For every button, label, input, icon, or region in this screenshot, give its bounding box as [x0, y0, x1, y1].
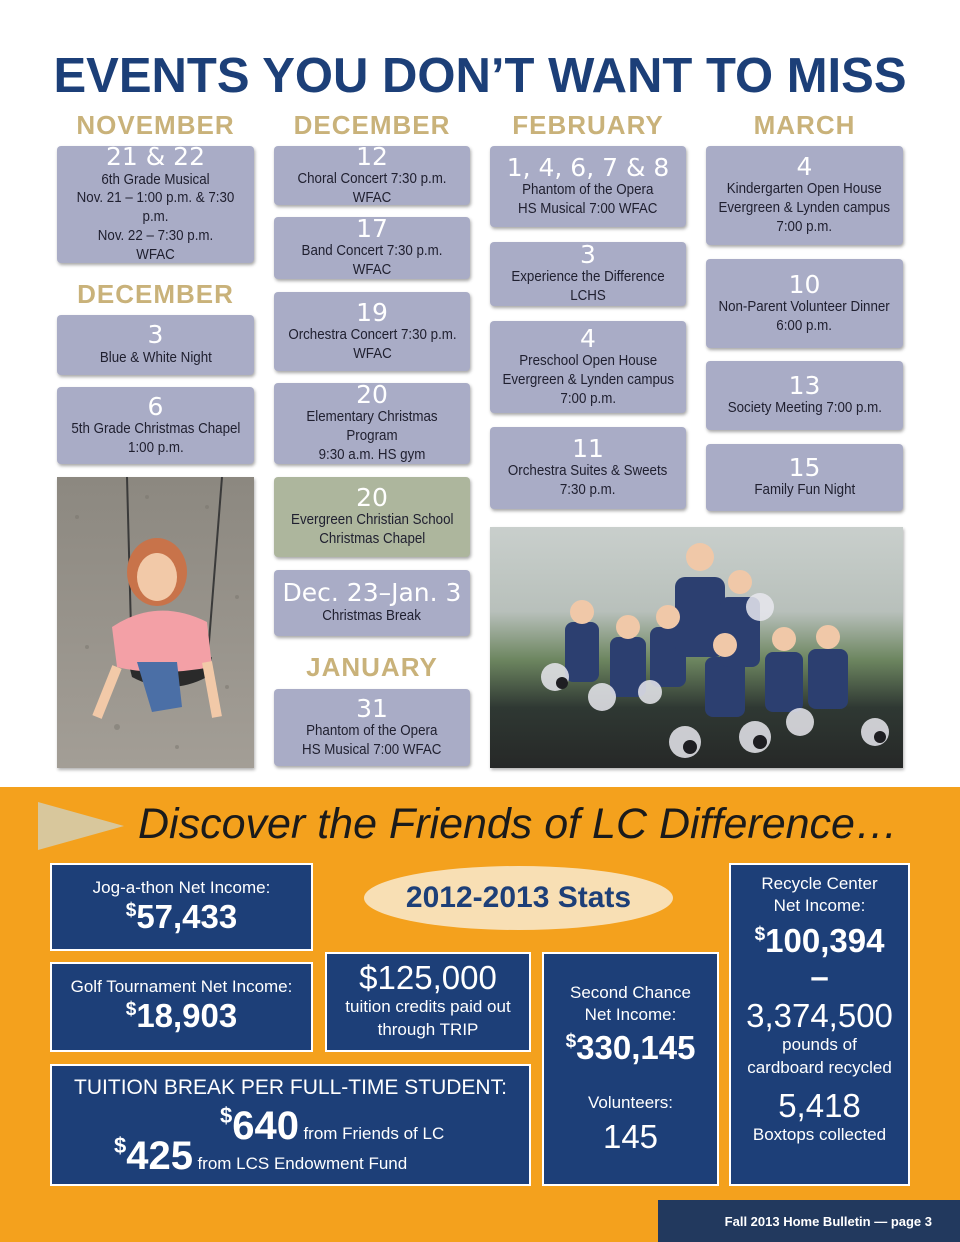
- cheerleaders-photo: [490, 527, 903, 768]
- page-footer: Fall 2013 Home Bulletin — page 3: [658, 1200, 960, 1242]
- month-december-second: DECEMBER: [77, 279, 234, 309]
- recycle-label: Recycle Center Net Income:: [761, 874, 878, 916]
- jogathon-value: 57,433: [136, 898, 238, 936]
- swing-girl-photo: [57, 477, 254, 768]
- boxtops-value: 5,418: [778, 1086, 861, 1124]
- event-date: 31: [356, 693, 388, 723]
- recycle-value: 100,394: [765, 922, 885, 960]
- event-date: 12: [356, 141, 388, 171]
- event-text: Elementary Christmas Program 9:30 a.m. HS gym: [306, 409, 438, 464]
- currency-sign: $: [565, 1031, 577, 1053]
- event-date: 21 & 22: [105, 142, 205, 172]
- event-text: Phantom of the Opera HS Musical 7:00 WFAC: [302, 722, 442, 758]
- event-date: 19: [356, 297, 388, 327]
- event-text: Band Concert 7:30 p.m. WFAC: [301, 243, 443, 279]
- event-card: [706, 259, 903, 348]
- tuition-friends-text: from Friends of LC: [303, 1124, 445, 1143]
- currency-sign: $: [114, 1133, 127, 1158]
- tuition-friends-value: 640: [232, 1104, 299, 1148]
- recycle-dash: –: [810, 958, 829, 996]
- event-card: [274, 380, 470, 464]
- event-text: Family Fun Night: [754, 482, 855, 499]
- event-card: [274, 292, 470, 371]
- trip-value: $125,000: [359, 959, 497, 996]
- stats-heading: Discover the Friends of LC Difference…: [138, 800, 898, 848]
- second-chance-label: Second Chance Net Income:: [570, 983, 691, 1025]
- event-date: 11: [572, 434, 604, 464]
- event-card: [274, 141, 470, 206]
- event-text: Society Meeting 7:00 p.m.: [727, 400, 882, 417]
- tuition-endowment-text: from LCS Endowment Fund: [197, 1154, 408, 1173]
- golf-label: Golf Tournament Net Income:: [70, 977, 293, 996]
- golf-stat: [50, 962, 313, 1052]
- month-november: NOVEMBER: [76, 110, 235, 140]
- event-card: [274, 214, 470, 279]
- event-date: 1, 4, 6, 7 & 8: [506, 152, 670, 182]
- event-card: [57, 315, 254, 375]
- currency-sign: $: [220, 1103, 233, 1128]
- tuition-label: TUITION BREAK PER FULL-TIME STUDENT:: [74, 1076, 507, 1099]
- month-january: JANUARY: [306, 652, 438, 682]
- event-text: Kindergarten Open House Evergreen & Lynden campus 7:00 p.m.: [718, 181, 891, 236]
- event-date: 3: [147, 320, 164, 350]
- event-text: 6th Grade Musical Nov. 21 – 1:00 p.m. & 7:30 p.m. Nov. 22 – 7:30 p.m. WFAC: [76, 171, 235, 263]
- event-text: Phantom of the Opera HS Musical 7:00 WFAC: [518, 181, 658, 217]
- event-card: [490, 321, 686, 413]
- event-text: Evergreen Christian School Christmas Chapel: [290, 512, 454, 548]
- currency-sign: $: [754, 924, 766, 946]
- volunteers-value: 145: [602, 1117, 659, 1155]
- event-date: 10: [788, 269, 821, 299]
- event-card: [57, 142, 254, 263]
- cardboard-value: 3,374,500: [746, 996, 893, 1034]
- event-card: [490, 427, 686, 509]
- tuition-endowment-value: 425: [126, 1134, 193, 1178]
- jogathon-label: Jog-a-thon Net Income:: [92, 878, 271, 897]
- event-date: 20: [356, 483, 388, 513]
- event-date: 4: [580, 323, 596, 353]
- event-card: [706, 444, 903, 511]
- event-card: [57, 387, 254, 464]
- event-text: Christmas Break: [322, 607, 422, 624]
- event-date: 4: [796, 152, 813, 182]
- volunteers-label: Volunteers:: [587, 1093, 674, 1113]
- month-february: FEBRUARY: [512, 110, 664, 140]
- stats-year-badge: 2012-2013 Stats: [364, 866, 673, 930]
- tuition-stat: [50, 1064, 531, 1186]
- pennant-icon: [38, 800, 126, 852]
- recycle-stat: [729, 863, 910, 1186]
- boxtops-text: Boxtops collected: [752, 1125, 887, 1145]
- event-text: Blue & White Night: [99, 349, 212, 366]
- event-date: 13: [788, 370, 821, 400]
- event-card: [706, 146, 903, 245]
- trip-stat: [325, 952, 531, 1052]
- event-date: 15: [788, 452, 821, 482]
- month-march: MARCH: [753, 110, 856, 140]
- month-december: DECEMBER: [293, 110, 451, 140]
- event-text: Orchestra Suites & Sweets 7:30 p.m.: [508, 463, 668, 499]
- event-date: 17: [356, 214, 388, 244]
- event-card: [274, 477, 470, 557]
- event-card: [274, 689, 470, 766]
- event-text: Non-Parent Volunteer Dinner 6:00 p.m.: [718, 298, 891, 334]
- event-text: 5th Grade Christmas Chapel 1:00 p.m.: [70, 420, 241, 456]
- currency-sign: $: [125, 900, 137, 922]
- golf-value: 18,903: [136, 997, 238, 1035]
- event-text: Choral Concert 7:30 p.m. WFAC: [297, 170, 447, 206]
- event-text: Preschool Open House Evergreen & Lynden campus 7:00 p.m.: [502, 352, 674, 407]
- trip-text: tuition credits paid out through TRIP: [345, 997, 511, 1040]
- second-chance-stat: [542, 952, 719, 1186]
- currency-sign: $: [125, 999, 137, 1021]
- event-date: Dec. 23–Jan. 3: [282, 578, 462, 608]
- cardboard-text: pounds of cardboard recycled: [747, 1035, 892, 1078]
- event-date: 3: [580, 240, 596, 270]
- event-card: [490, 146, 686, 227]
- event-date: 6: [147, 391, 164, 421]
- event-card: [490, 242, 686, 306]
- event-card: [706, 361, 903, 430]
- second-chance-value: 330,145: [576, 1029, 696, 1067]
- page-title: EVENTS YOU DON’T WANT TO MISS: [53, 49, 907, 103]
- event-date: 20: [356, 380, 388, 410]
- event-text: Experience the Difference LCHS: [511, 269, 665, 305]
- event-text: Orchestra Concert 7:30 p.m. WFAC: [287, 326, 457, 362]
- jogathon-stat: [50, 863, 313, 951]
- event-card: [274, 570, 470, 636]
